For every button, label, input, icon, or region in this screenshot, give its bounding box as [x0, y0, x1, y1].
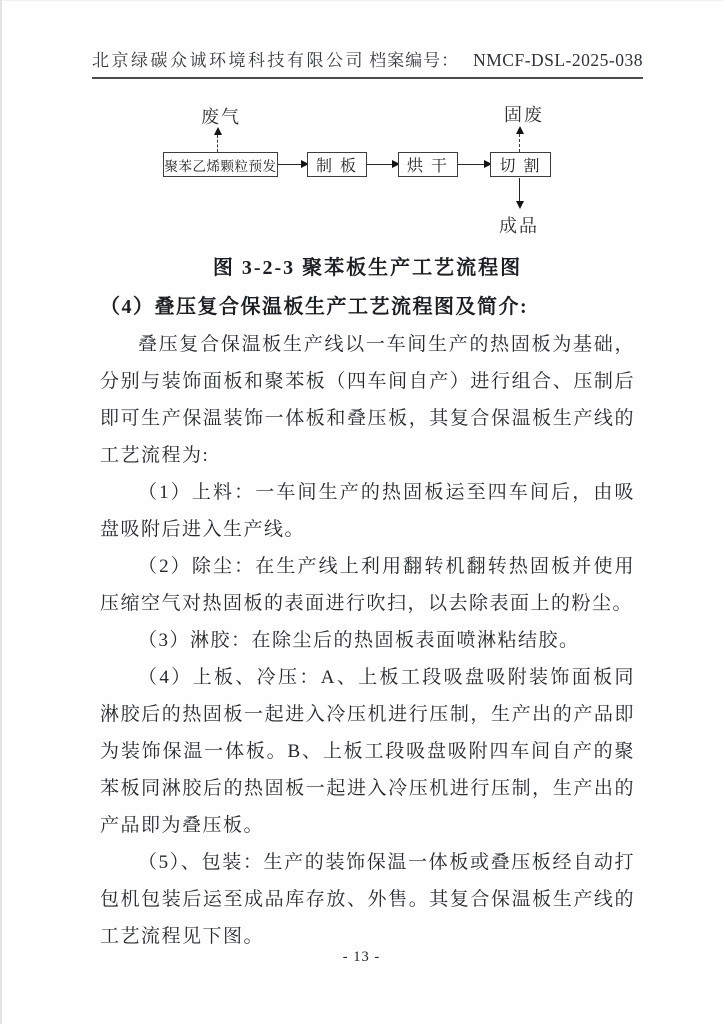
paragraph: 叠压复合保温板生产线以一车间生产的热固板为基础，分别与装饰面板和聚苯板（四车间自产）进行组合、压制后即可生产保温装饰一体板和叠压板，其复合保温板生产线的工艺流程为: [100, 334, 635, 466]
flow-step-drying: 烘 干 [398, 152, 458, 177]
dashed-line-waste-gas [217, 135, 218, 152]
body-text [100, 326, 635, 955]
flow-step-pre-expansion: 聚苯乙烯颗粒预发 [163, 152, 278, 177]
flow-step-cutting: 切 割 [490, 152, 551, 177]
paragraph: （5）、包装：生产的装饰保温一体板或叠压板经自动打包机包装后运至成品库存放、外售。其复合保温板生产线的工艺流程见下图。 [100, 852, 635, 947]
arrow-right-icon [278, 164, 307, 165]
paragraph: （1）上料：一车间生产的热固板运至四车间后，由吸盘吸附后进入生产线。 [100, 482, 635, 540]
archive-number-group [369, 46, 643, 71]
arrow-up-icon [214, 127, 222, 135]
waste-gas-label: 废气 [201, 107, 241, 127]
solid-waste-label: 固废 [504, 105, 544, 125]
arrow-up-icon [516, 126, 524, 134]
product-label: 成品 [499, 216, 539, 236]
archive-number-value: NMCF-DSL-2025-038 [473, 50, 643, 70]
paragraph: （3）淋胶：在除尘后的热固板表面喷淋粘结胶。 [138, 630, 580, 651]
company-name: 北京绿碳众诚环境科技有限公司 [92, 51, 365, 70]
paragraph: （2）除尘：在生产线上利用翻转机翻转热固板并使用压缩空气对热固板的表面进行吹扫，以去除表面上的粉尘。 [100, 556, 635, 614]
flow-step-board-making: 制 板 [307, 152, 367, 177]
process-flowchart [100, 101, 635, 243]
page-header [92, 0, 643, 79]
arrow-right-icon [367, 164, 398, 165]
paragraph: （4）上板、冷压：A、上板工段吸盘吸附装饰面板同淋胶后的热固板一起进入冷压机进行压制，生产出的产品即为装饰保温一体板。B、上板工段吸盘吸附四车间自产的聚苯板同淋胶后的热固板一起进入冷压机进行压制，生产出的产品即为叠压板。 [100, 667, 635, 836]
section-heading: （4）叠压复合保温板生产工艺流程图及简介: [100, 296, 529, 318]
dashed-line-solid-waste [519, 134, 520, 152]
archive-number-label: 档案编号： [369, 51, 460, 70]
page-number: - 13 - [342, 949, 381, 965]
figure-caption: 图 3-2-3 聚苯板生产工艺流程图 [212, 257, 523, 279]
arrow-down-icon [516, 201, 524, 209]
line-product [519, 178, 520, 203]
arrow-right-icon [458, 164, 490, 165]
